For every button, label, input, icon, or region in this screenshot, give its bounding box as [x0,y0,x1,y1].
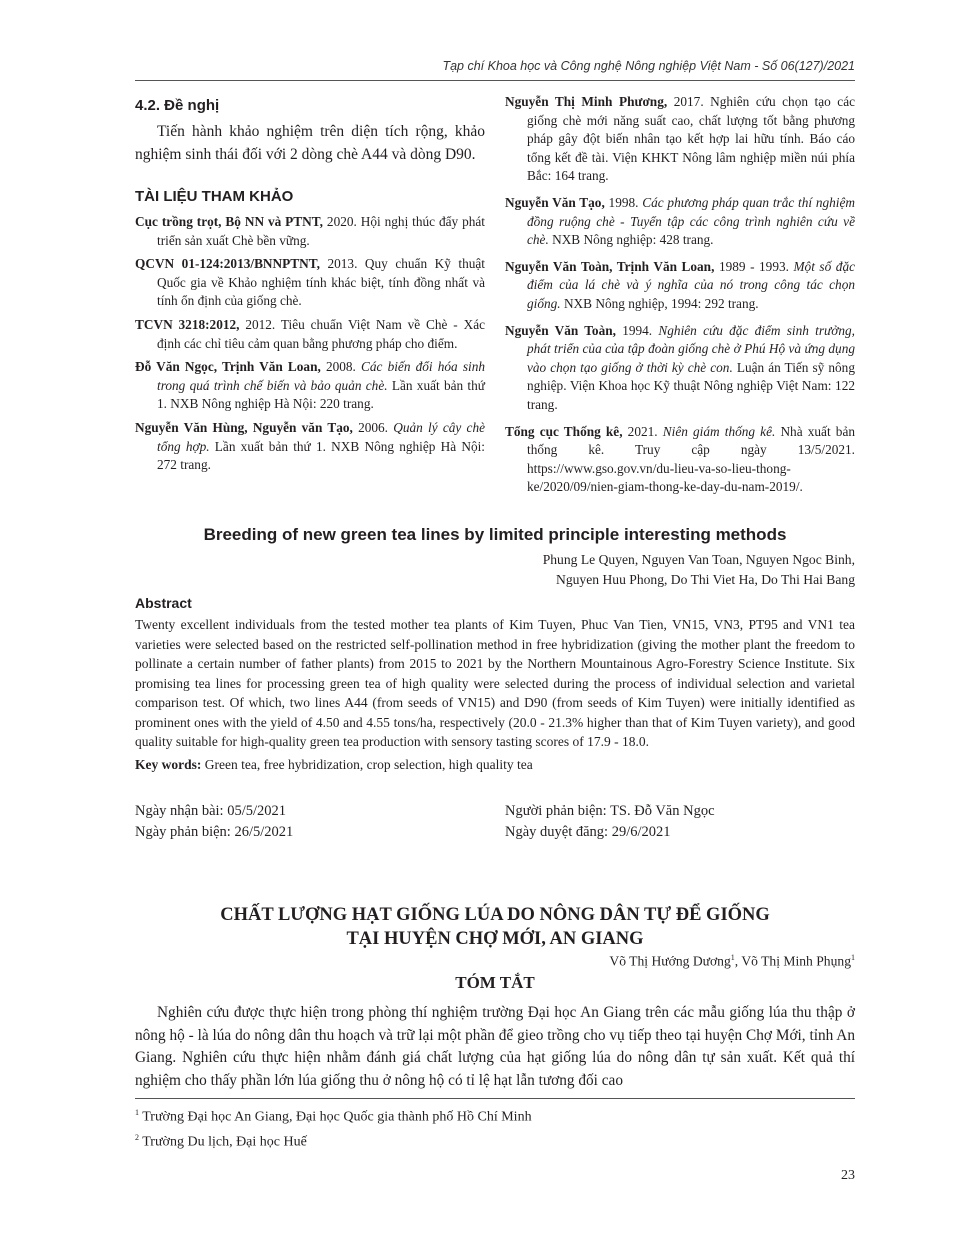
reviewer: Người phản biện: TS. Đỗ Văn Ngọc [505,803,715,819]
reference-item: Nguyễn Thị Minh Phương, 2017. Nghiên cứu chọn tạo các giống chè mới năng suất cao, chất lượng tốt bằng phương pháp gây đột biến nhân tạo kết hợp lai hữu tính. Báo cáo tổng kết đề tài. Viện KHKT Nông lâm nghiệp miền núi phía Bắc: 164 trang. [505,94,856,184]
reference-item: Tổng cục Thống kê, 2021. Niên giám thống kê. Nhà xuất bản thống kê. Truy cập ngày 13/5/2021. https://www.gso.gov.vn/du-lieu-va-so-lieu-thong-ke/2020/09/nien-giam-thong-ke-day-du-nam-2019/. [505,423,855,495]
reference-item: QCVN 01-124:2013/BNNPTNT, 2013. Quy chuẩn Kỹ thuật Quốc gia về Khảo nghiệm tính khác biệt, tính đồng nhất và tính ổn định của giống chè. [135,256,485,309]
next-article-title-line-1: CHẤT LƯỢNG HẠT GIỐNG LÚA DO NÔNG DÂN TỰ ĐỂ GIỐNG [220,905,770,925]
reference-item: TCVN 3218:2012, 2012. Tiêu chuẩn Việt Nam về Chè - Xác định các chỉ tiêu cảm quan bằng phương pháp cho điểm. [135,316,485,351]
footnotes [135,1103,855,1152]
reference-item: Nguyễn Văn Toàn, Trịnh Văn Loan, 1989 - 1993. Một số đặc điểm của lá chè và ý nghĩa của nó trong công tác chọn giống. NXB Nông nghiệp, 1994: 292 trang. [505,258,855,311]
next-article-title-line-2: TẠI HUYỆN CHỢ MỚI, AN GIANG [346,929,644,949]
running-head: Tạp chí Khoa học và Công nghệ Nông nghiệp Việt Nam - Số 06(127)/2021 [442,59,855,73]
reference-item: Nguyễn Văn Tạo, 1998. Các phương pháp quan trắc thí nghiệm đồng ruộng chè - Tuyển tập các công trình nghiên cứu về chè. NXB Nông nghiệp: 428 trang. [505,194,855,248]
reference-authors: Nguyễn Văn Tạo, [505,194,605,210]
keywords [135,755,855,775]
reference-authors: Nguyễn Văn Toàn, [505,322,616,338]
footnote-rule [135,1098,855,1099]
english-authors [435,550,855,590]
reference-item: Cục trồng trọt, Bộ NN và PTNT, 2020. Hội nghị thúc đẩy phát triển sản xuất Chè bền vững. [135,214,486,248]
english-authors-line-1: Phung Le Quyen, Nguyen Van Toan, Nguyen Ngoc Binh, [542,552,855,567]
reference-authors: Nguyễn Văn Hùng, Nguyễn văn Tạo, [135,419,353,435]
reference-authors: TCVN 3218:2012, [135,316,240,332]
english-title: Breeding of new green tea lines by limited principle interesting methods [203,525,787,544]
reference-item: Đỗ Văn Ngọc, Trịnh Văn Loan, 2008. Các biến đổi hóa sinh trong quá trình chế biến và bảo quản chè. Lần xuất bản thứ 1. NXB Nông nghiệp Hà Nội: 220 trang. [135,359,485,412]
dates-left [135,801,293,843]
proposal-text: Tiến hành khảo nghiệm trên diện tích rộng, khảo nghiệm sinh thái đối với 2 dòng chè A44 và dòng D90. [135,123,485,163]
references-heading: TÀI LIỆU THAM KHẢO [135,188,294,205]
received-date: Ngày nhận bài: 05/5/2021 [135,803,287,819]
summary-heading: TÓM TẮT [455,973,535,992]
abstract-text: Twenty excellent individuals from the tested mother tea plants of Kim Tuyen, Phuc Van Tien, VN15, VN3, PT95 and VN1 tea varieties were selected based on the restricted self-pollination method in free hybridization (giving the mother plant the freedom to pollinate a certain number of father plants) from 2015 to 2021 by the Northern Mountainous Agro-Forestry Science Institute. Six promising tea lines for processing green tea of high quality were selected during the process of individual selection and varietal comparison test. Of which, two lines A44 (from seeds of VN15) and D90 (from seeds of Kim Tuyen) were initially identified as prominent ones with the yield of 4.50 and 4.55 tons/ha, respectively (20.0 - 21.3% higher than that of Kim Tuyen variety), and good quality suitable for high-quality green tea production with sensory tasting scores of 17.9 - 18.0. [135,617,855,749]
dates-right [505,801,715,843]
abstract-heading: Abstract [135,595,192,611]
keywords-text: Green tea, free hybridization, crop selection, high quality tea [201,756,533,772]
footnote-2: $^2$ Trường Du lịch, Đại học Huế [135,1132,307,1150]
proposal-heading: 4.2. Đề nghị [135,97,220,114]
reference-authors: Cục trồng trọt, Bộ NN và PTNT, [135,214,323,229]
reference-item: Nguyễn Văn Hùng, Nguyễn văn Tạo, 2006. Quản lý cây chè tổng hợp. Lần xuất bản thứ 1. NXB Nông nghiệp Hà Nội: 272 trang. [135,419,485,473]
reference-item: Nguyễn Văn Toàn, 1994. Nghiên cứu đặc điểm sinh trưởng, phát triển của của tập đoàn giống chè ở Phú Hộ và ứng dụng vào chọn tạo giống ở thời kỳ chè con. Luận án Tiến sỹ nông nghiệp. Viện Khoa học Kỹ thuật Nông nghiệp Việt Nam: 122 trang. [505,322,855,412]
next-article-authors: Võ Thị Hướng Dương$^1$, Võ Thị Minh Phụng$^1$ [609,953,855,969]
page-number: 23 [841,1168,855,1183]
keywords-label: Key words: [135,756,202,772]
english-authors-line-2: Nguyen Huu Phong, Do Thi Viet Ha, Do Thi Hai Bang [556,572,855,587]
english-abstract-block [135,595,855,775]
reference-authors: Đỗ Văn Ngọc, Trịnh Văn Loan, [135,359,321,375]
reference-authors: Nguyễn Văn Toàn, Trịnh Văn Loan, [505,258,715,274]
left-column [135,93,485,480]
reference-authors: QCVN 01-124:2013/BNNPTNT, [135,256,320,272]
header-rule [135,80,855,81]
reference-authors: Tổng cục Thống kê, [505,423,623,439]
next-article-title [135,903,855,951]
summary-text: Nghiên cứu được thực hiện trong phòng thí nghiệm trường Đại học An Giang trên các mẫu giống lúa thu thập ở nông hộ - là lúa do nông dân thu hoạch và trữ lại một phần để gieo trồng cho vụ tiếp theo tại huyện Chợ Mới, tỉnh An Giang. Nghiên cứu thực hiện nhằm đánh giá chất lượng của hạt giống lúa do nông dân tự sản xuất. Kết quả thí nghiệm cho thấy phần lớn lúa giống thu ở nông hộ có tỉ lệ hạt lẫn tương đối cao [135,1004,855,1089]
right-column [505,93,855,505]
reference-authors: Nguyễn Thị Minh Phương, [505,94,668,109]
accepted-date: Ngày duyệt đăng: 29/6/2021 [505,824,671,840]
footnote-1: $^1$ Trường Đại học An Giang, Đại học Quốc gia thành phố Hồ Chí Minh [135,1108,532,1125]
review-date: Ngày phản biện: 26/5/2021 [135,824,294,840]
